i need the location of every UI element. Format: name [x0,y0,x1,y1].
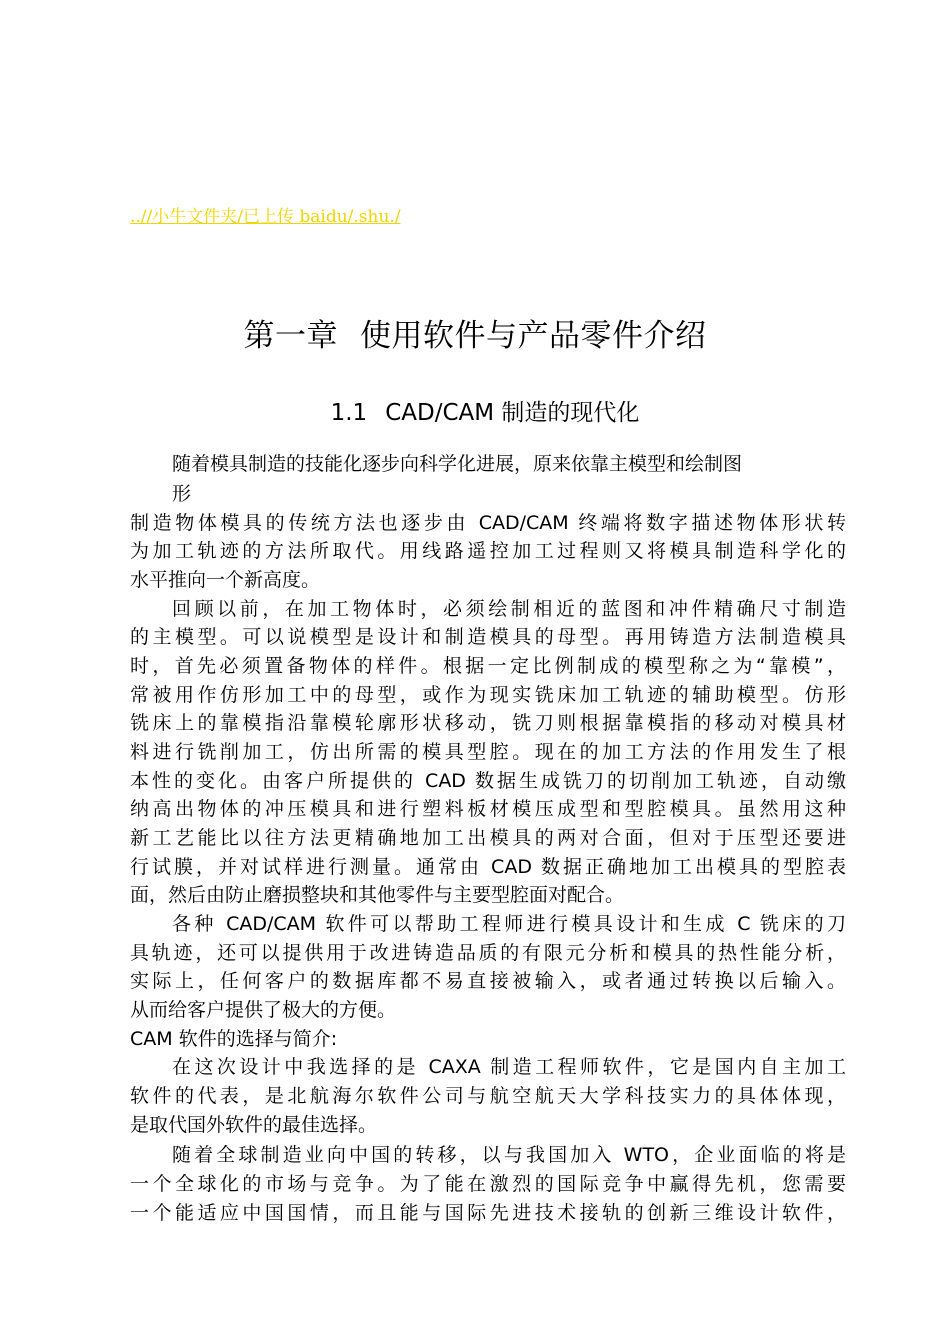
body-line: 形 [172,483,192,505]
body-line: 回顾以前，在加工物体时，必须绘制相近的蓝图和冲件精确尺寸制造 [172,598,846,620]
body-line: 纳高出物体的冲压模具和进行塑料板材模压成型和型腔模具。虽然用这种 [130,798,846,820]
body-line: 新工艺能比以往方法更精确地加工出模具的两对合面，但对于压型还要进 [130,827,846,849]
body-line: 为加工轨迹的方法所取代。用线路遥控加工过程则又将模具制造科学化的 [130,540,846,562]
body-line: 本性的变化。由客户所提供的 CAD 数据生成铣刀的切削加工轨迹，自动缴 [130,770,846,792]
body-line: 从而给客户提供了极大的方便。 [130,999,397,1021]
body-line: 铣床上的靠模指沿靠模轮廓形状移动，铣刀则根据靠模指的移动对模具材 [130,712,846,734]
body-line: 随着模具制造的技能化逐步向科学化进展，原来依靠主模型和绘制图 [172,453,743,475]
chapter-title [0,310,950,355]
header-file-link[interactable]: ..//小牛文件夹/已上传 baidu/.shu./ [130,207,401,227]
section-number: 1.1 [330,400,368,426]
body-line: 一个能适应中国国情，而且能与国际先进技术接轨的创新三维设计软件， [130,1202,846,1224]
body-line: 的主模型。可以说模型是设计和制造模具的母型。再用铸造方法制造模具 [130,626,846,648]
body-line: 随着全球制造业向中国的转移，以与我国加入 WTO，企业面临的将是 [172,1144,846,1166]
body-line: 面，然后由防止磨损整块和其他零件与主要型腔面对配合。 [130,884,625,906]
body-line: 软件的代表，是北航海尔软件公司与航空航天大学科技实力的具体体现， [130,1085,846,1107]
body-line: 是取代国外软件的最佳选择。 [130,1114,378,1136]
body-line: 行试膜，并对试样进行测量。通常由 CAD 数据正确地加工出模具的型腔表 [130,856,846,878]
section-title [0,394,950,427]
chapter-number: 第一章 [243,318,338,354]
body-line: 时，首先必须置备物体的样件。根据一定比例制成的模型称之为“靠模”， [130,655,846,677]
chapter-name: 使用软件与产品零件介绍 [360,318,707,354]
body-line: 实际上，任何客户的数据库都不易直接被输入，或者通过转换以后输入。 [130,970,846,992]
section-name: CAD/CAM 制造的现代化 [385,400,640,426]
body-line: 具轨迹，还可以提供用于改进铸造品质的有限元分析和模具的热性能分析， [130,942,846,964]
body-line: 一个全球化的市场与竞争。为了能在激烈的国际竞争中赢得先机，您需要 [130,1173,846,1195]
body-line: 在这次设计中我选择的是 CAXA 制造工程师软件，它是国内自主加工 [172,1056,846,1078]
body-line: 制造物体模具的传统方法也逐步由 CAD/CAM 终端将数字描述物体形状转 [130,512,846,534]
body-line: 料进行铣削加工，仿出所需的模具型腔。现在的加工方法的作用发生了根 [130,741,846,763]
body-line: CAM 软件的选择与简介: [130,1028,338,1050]
body-line: 常被用作仿形加工中的母型，或作为现实铣床加工轨迹的辅助模型。仿形 [130,684,846,706]
body-line: 各种 CAD/CAM 软件可以帮助工程师进行模具设计和生成 C 铣床的刀 [172,913,846,935]
body-line: 水平推向一个新高度。 [130,569,321,591]
